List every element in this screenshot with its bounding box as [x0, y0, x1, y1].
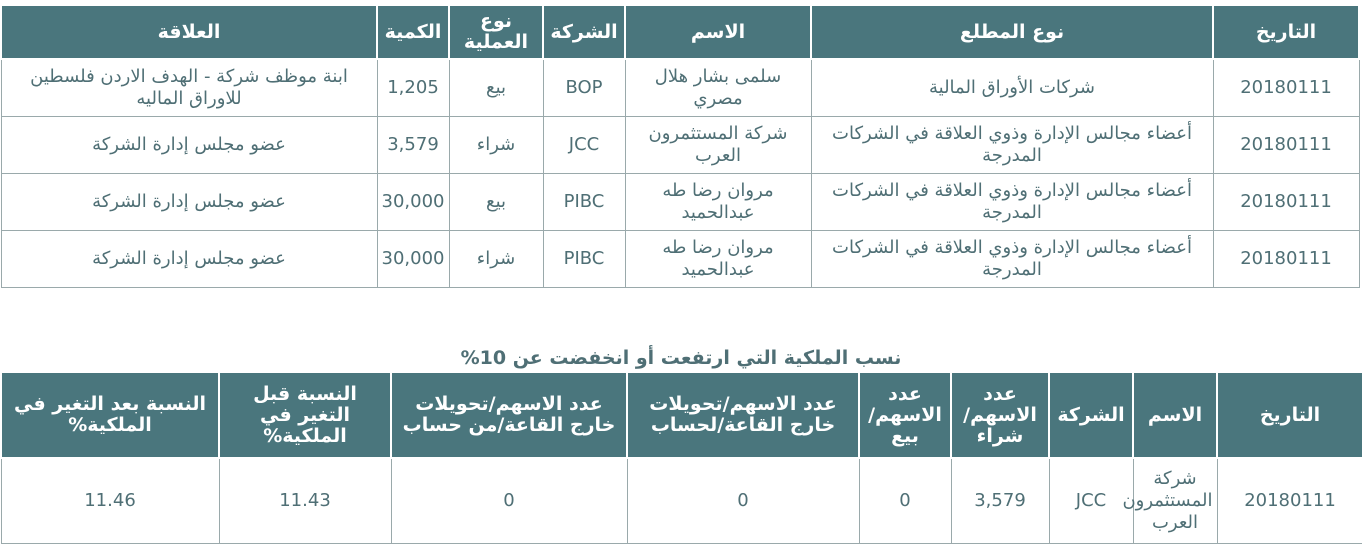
header-date: التاريخ [1217, 372, 1362, 458]
cell-shares-sold: 0 [859, 458, 951, 544]
cell-quantity: 30,000 [377, 231, 449, 288]
header-relation: العلاقة [1, 5, 377, 59]
table-header-row [1, 372, 1362, 458]
cell-pct-after: 11.46 [1, 458, 219, 544]
cell-date: 20180111 [1213, 231, 1359, 288]
ownership-change-table [0, 371, 1362, 544]
header-pct-after: النسبة بعد التغير في الملكية% [1, 372, 219, 458]
cell-insider-type: أعضاء مجالس الإدارة وذوي العلاقة في الشركات المدرجة [811, 117, 1213, 174]
cell-name: شركة المستثمرون العرب [625, 117, 811, 174]
cell-date: 20180111 [1213, 117, 1359, 174]
cell-insider-type: شركات الأوراق المالية [811, 59, 1213, 117]
cell-company: PIBC [543, 174, 625, 231]
cell-date: 20180111 [1213, 174, 1359, 231]
cell-name: مروان رضا طه عبدالحميد [625, 174, 811, 231]
cell-relation: عضو مجلس إدارة الشركة [1, 174, 377, 231]
header-date: التاريخ [1213, 5, 1359, 59]
table-row [1, 59, 1359, 117]
cell-date: 20180111 [1213, 59, 1359, 117]
table-row [1, 174, 1359, 231]
cell-operation-type: بيع [449, 174, 543, 231]
cell-quantity: 30,000 [377, 174, 449, 231]
cell-operation-type: شراء [449, 117, 543, 174]
insider-trades-table [0, 4, 1360, 288]
cell-name: مروان رضا طه عبدالحميد [625, 231, 811, 288]
cell-relation: عضو مجلس إدارة الشركة [1, 231, 377, 288]
cell-company: BOP [543, 59, 625, 117]
header-shares-bought: عدد الاسهم/ شراء [951, 372, 1049, 458]
cell-date: 20180111 [1217, 458, 1362, 544]
header-quantity: الكمية [377, 5, 449, 59]
header-shares-sold: عدد الاسهم/ بيع [859, 372, 951, 458]
header-company: الشركة [1049, 372, 1133, 458]
cell-relation: عضو مجلس إدارة الشركة [1, 117, 377, 174]
cell-company: PIBC [543, 231, 625, 288]
table-row [1, 458, 1362, 544]
header-company: الشركة [543, 5, 625, 59]
cell-quantity: 3,579 [377, 117, 449, 174]
header-operation-type: نوع العملية [449, 5, 543, 59]
cell-transfers-from: 0 [391, 458, 627, 544]
header-name: الاسم [1133, 372, 1217, 458]
header-pct-before: النسبة قبل التغير في الملكية% [219, 372, 391, 458]
cell-relation: ابنة موظف شركة - الهدف الاردن فلسطين للاوراق الماليه [1, 59, 377, 117]
ownership-section-title: نسب الملكية التي ارتفعت أو انخفضت عن 10% [460, 347, 902, 369]
table-row [1, 231, 1359, 288]
cell-company: JCC [1049, 458, 1133, 544]
cell-quantity: 1,205 [377, 59, 449, 117]
header-transfers-to: عدد الاسهم/تحويلات خارج القاعة/لحساب [627, 372, 859, 458]
table-header-row [1, 5, 1359, 59]
cell-operation-type: شراء [449, 231, 543, 288]
cell-name: سلمى بشار هلال مصري [625, 59, 811, 117]
table-row [1, 117, 1359, 174]
cell-name: شركة المستثمرون العرب [1133, 458, 1217, 544]
cell-transfers-to: 0 [627, 458, 859, 544]
cell-insider-type: أعضاء مجالس الإدارة وذوي العلاقة في الشركات المدرجة [811, 231, 1213, 288]
cell-company: JCC [543, 117, 625, 174]
cell-pct-before: 11.43 [219, 458, 391, 544]
header-name: الاسم [625, 5, 811, 59]
cell-insider-type: أعضاء مجالس الإدارة وذوي العلاقة في الشركات المدرجة [811, 174, 1213, 231]
cell-shares-bought: 3,579 [951, 458, 1049, 544]
header-transfers-from: عدد الاسهم/تحويلات خارج القاعة/من حساب [391, 372, 627, 458]
header-insider-type: نوع المطلع [811, 5, 1213, 59]
cell-operation-type: بيع [449, 59, 543, 117]
